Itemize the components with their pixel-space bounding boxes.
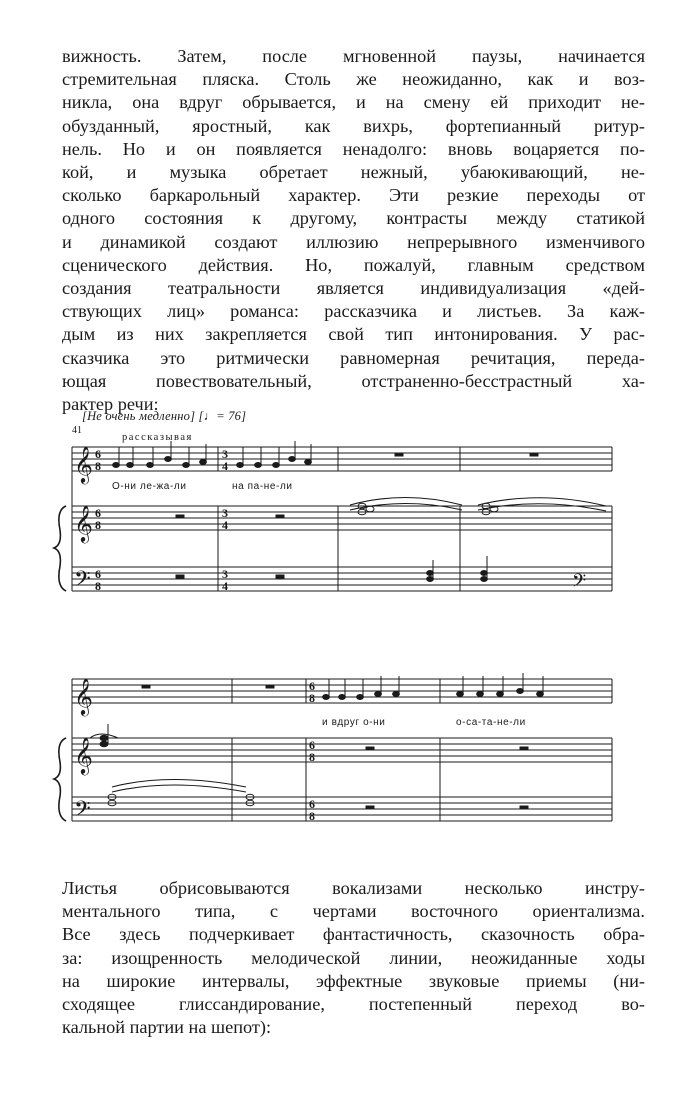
svg-text:8: 8 [309, 809, 315, 823]
bass-clef-icon: 𝄢 [74, 567, 91, 597]
text-line: одного состояния к другому, контрасты между статикой [62, 208, 645, 229]
svg-text:6: 6 [309, 738, 315, 752]
svg-text:3: 3 [222, 447, 228, 461]
vocal-notes-m2 [237, 441, 312, 468]
svg-text:8: 8 [95, 518, 101, 532]
piano-bass-staff-1 [72, 567, 612, 591]
text-line: сходящее глиссандирование, постепенный переход во- [62, 994, 645, 1015]
text-line: создания театральности является индивидуализация «дей- [62, 278, 645, 299]
svg-text:4: 4 [222, 459, 228, 473]
piano-bass-staff-2 [72, 797, 612, 821]
svg-text:8: 8 [95, 459, 101, 473]
bass-clef-icon: 𝄢 [572, 571, 587, 596]
svg-text:8: 8 [309, 691, 315, 705]
text-line: обузданный, яростный, как вихрь, фортепианный ритур- [62, 115, 645, 136]
svg-text:4: 4 [222, 579, 228, 593]
text-line: никла, она вдруг обрывается, и на смену ей приходит не- [62, 92, 645, 113]
text-line: за: изощренность мелодической линии, неожиданные ходы [62, 947, 645, 968]
svg-text:6: 6 [309, 797, 315, 811]
piano-treble-staff-2 [72, 738, 612, 762]
bass-clef-icon: 𝄢 [74, 797, 91, 827]
lyric-line: на па-не-ли [232, 481, 293, 492]
svg-text:6: 6 [95, 447, 101, 461]
text-line: ментального типа, с чертами восточного ориентализма. [62, 901, 645, 922]
measure-number: 41 [72, 425, 82, 436]
treble-clef-icon: 𝄞 [74, 445, 93, 483]
svg-text:8: 8 [309, 750, 315, 764]
lyric-line: и вдруг о-ни [322, 717, 386, 728]
text-line: Листья обрисовываются вокализами несколько инстру- [62, 878, 645, 898]
text-line: кой, и музыка обретает нежный, убаюкивающий, не- [62, 162, 645, 183]
text-line: нель. Но и он появляется ненадолго: вновь воцаряется по- [62, 138, 645, 159]
svg-text:6: 6 [95, 567, 101, 581]
body-paragraph-2 [62, 877, 645, 1039]
svg-text:6: 6 [95, 506, 101, 520]
lyric-line: о-са-та-не-ли [456, 717, 526, 728]
text-line: Все здесь подчеркивает фантастичность, сказочность обра- [62, 924, 645, 945]
text-line: стремительная пляска. Столь же неожиданно, как и воз- [62, 69, 645, 90]
text-line: сколько баркарольный характер. Эти резкие переходы от [62, 185, 645, 206]
text-line: на широкие интервалы, эффектные звуковые приемы (ни- [62, 970, 645, 991]
svg-text:6: 6 [309, 679, 315, 693]
vocal-notes-m1 [113, 441, 207, 468]
performance-direction: рассказывая [122, 432, 193, 443]
lyric-line: О-ни ле-жа-ли [112, 481, 187, 492]
text-line: вижность. Затем, после мгновенной паузы, начинается [62, 46, 645, 66]
svg-text:3: 3 [222, 506, 228, 520]
treble-clef-icon: 𝄞 [74, 677, 93, 715]
piano-treble-staff-1 [72, 506, 612, 530]
text-line: рактер речи: [62, 394, 159, 415]
svg-text:4: 4 [222, 518, 228, 532]
treble-clef-icon: 𝄞 [74, 736, 93, 774]
text-line: ющая повествовательный, отстраненно-бесстрастный ха- [62, 370, 645, 391]
tempo-marking: [Не очень медленно] [♩= 76] [82, 409, 247, 423]
text-line: сказчика это ритмически равномерная речитация, переда- [62, 347, 645, 368]
svg-text:8: 8 [95, 579, 101, 593]
svg-text:3: 3 [222, 567, 228, 581]
treble-clef-icon: 𝄞 [74, 504, 93, 542]
text-line: и динамикой создают иллюзию непрерывного изменчивого [62, 231, 645, 252]
text-line: сценического действия. Но, пожалуй, главным средством [62, 254, 645, 275]
text-line: кальной партии на шепот): [62, 1017, 272, 1038]
text-line: ствующих лиц» романса: рассказчика и листьев. За каж- [62, 301, 645, 322]
text-line: дым из них закрепляется свой тип интонирования. У рас- [62, 324, 645, 345]
